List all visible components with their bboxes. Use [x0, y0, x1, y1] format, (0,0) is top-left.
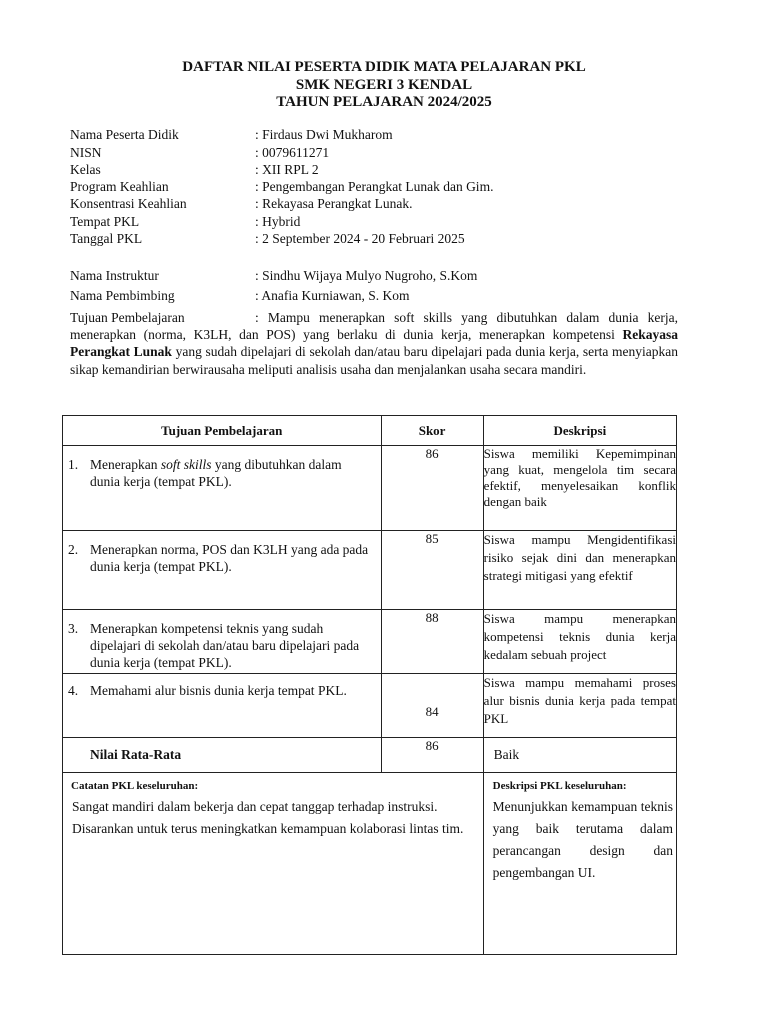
overall-notes-title: Catatan PKL keseluruhan: — [71, 780, 199, 792]
column-header: Deskripsi — [483, 416, 676, 446]
row-score: 84 — [381, 674, 483, 738]
learning-objective-text: : Mampu menerapkan soft skills yang dibutuhkan dalam dunia kerja, menerapkan (norma, K3LH, dan POS) yang berlaku di dunia kerja, menerapkan kompetensi — [70, 310, 678, 343]
overall-description-title: Deskripsi PKL keseluruhan: — [492, 780, 627, 792]
row-objective: Menerapkan norma, POS dan K3LH yang ada pada dunia kerja (tempat PKL). — [90, 542, 369, 574]
table-row — [63, 674, 677, 738]
info-label: Tempat PKL — [70, 214, 140, 229]
info-label: Kelas — [70, 162, 101, 177]
info-value: : Sindhu Wijaya Mulyo Nugroho, S.Kom — [255, 268, 478, 283]
summary-row — [63, 773, 677, 955]
learning-objective-paragraph — [70, 309, 678, 378]
column-header: Tujuan Pembelajaran — [63, 416, 382, 446]
info-label: Nama Instruktur — [70, 268, 159, 283]
average-description: Baik — [493, 747, 520, 762]
row-objective: Memahami alur bisnis dunia kerja tempat PKL. — [90, 683, 347, 698]
academic-year: TAHUN PELAJARAN 2024/2025 — [276, 94, 492, 110]
table-row — [63, 446, 677, 531]
learning-objective-label: Tujuan Pembelajaran — [70, 310, 185, 325]
info-value: : Hybrid — [255, 214, 301, 229]
column-header: Skor — [381, 416, 483, 446]
overall-notes-cell — [63, 773, 484, 955]
learning-objective-bold: Rekayasa Perangkat Lunak — [70, 327, 678, 360]
info-value: : Pengembangan Perangkat Lunak dan Gim. — [255, 179, 494, 194]
row-objective-italic: soft skills — [160, 457, 212, 472]
info-label: Konsentrasi Keahlian — [70, 196, 187, 211]
info-value: : Rekayasa Perangkat Lunak. — [255, 196, 413, 211]
info-label: Nama Pembimbing — [70, 288, 175, 303]
row-score: 86 — [381, 446, 483, 531]
overall-notes-body: Sangat mandiri dalam bekerja dan cepat tanggap terhadap instruksi. Disarankan untuk terus meningkatkan kemampuan kolaborasi lintas tim. — [72, 799, 464, 836]
row-score: 85 — [381, 531, 483, 610]
row-description: Siswa mampu memahami proses alur bisnis dunia kerja pada tempat PKL — [483, 674, 676, 738]
row-description: Siswa mampu menerapkan kompetensi teknis dunia kerja kedalam sebuah project — [483, 610, 676, 674]
row-number: 3. — [68, 621, 79, 636]
info-label: Nama Peserta Didik — [70, 127, 179, 142]
row-number: 1. — [68, 457, 79, 472]
row-number: 4. — [68, 683, 79, 698]
table-row — [63, 610, 677, 674]
row-description: Siswa memiliki Kepemimpinan yang kuat, mengelola tim secara efektif, menyelesaikan konflik dengan baik — [483, 446, 676, 531]
overall-description-cell — [483, 773, 676, 955]
row-description: Siswa mampu Mengidentifikasi risiko sejak dini dan menerapkan strategi mitigasi yang efektif — [483, 531, 676, 610]
school-name: SMK NEGERI 3 KENDAL — [295, 77, 473, 93]
row-number: 2. — [68, 542, 79, 557]
row-score: 88 — [381, 610, 483, 674]
grade-table — [62, 415, 677, 955]
row-objective-end: yang dibutuhkan dalam dunia kerja (tempat PKL). — [90, 457, 342, 489]
info-label: Tanggal PKL — [70, 231, 143, 246]
info-value: : 0079611271 — [255, 145, 330, 160]
info-value: : XII RPL 2 — [255, 162, 319, 177]
row-objective: Menerapkan kompetensi teknis yang sudah dipelajari di sekolah dan/atau baru dipelajari pada dunia kerja (tempat PKL). — [90, 621, 360, 670]
overall-description-body: Menunjukkan kemampuan teknis yang baik terutama dalam perancangan design dan pengembangan UI. — [492, 799, 673, 880]
average-score: 86 — [381, 738, 483, 773]
table-header-row — [63, 416, 677, 446]
info-label: NISN — [70, 145, 102, 160]
info-value: : Anafia Kurniawan, S. Kom — [255, 288, 410, 303]
info-value: : Firdaus Dwi Mukharom — [255, 127, 393, 142]
row-objective: Menerapkan — [90, 457, 161, 472]
info-value: : 2 September 2024 - 20 Februari 2025 — [255, 231, 465, 246]
average-label: Nilai Rata-Rata — [90, 747, 182, 762]
table-row — [63, 531, 677, 610]
document-title: DAFTAR NILAI PESERTA DIDIK MATA PELAJARAN PKL — [182, 59, 586, 75]
average-row — [63, 738, 677, 773]
learning-objective-text-end: yang sudah dipelajari di sekolah dan/atau baru dipelajari pada dunia kerja, serta menyiapkan sikap kemandirian berwirausaha meliputi analisis usaha dan menjalankan usaha secara mandiri. — [70, 344, 678, 377]
info-label: Program Keahlian — [70, 179, 169, 194]
